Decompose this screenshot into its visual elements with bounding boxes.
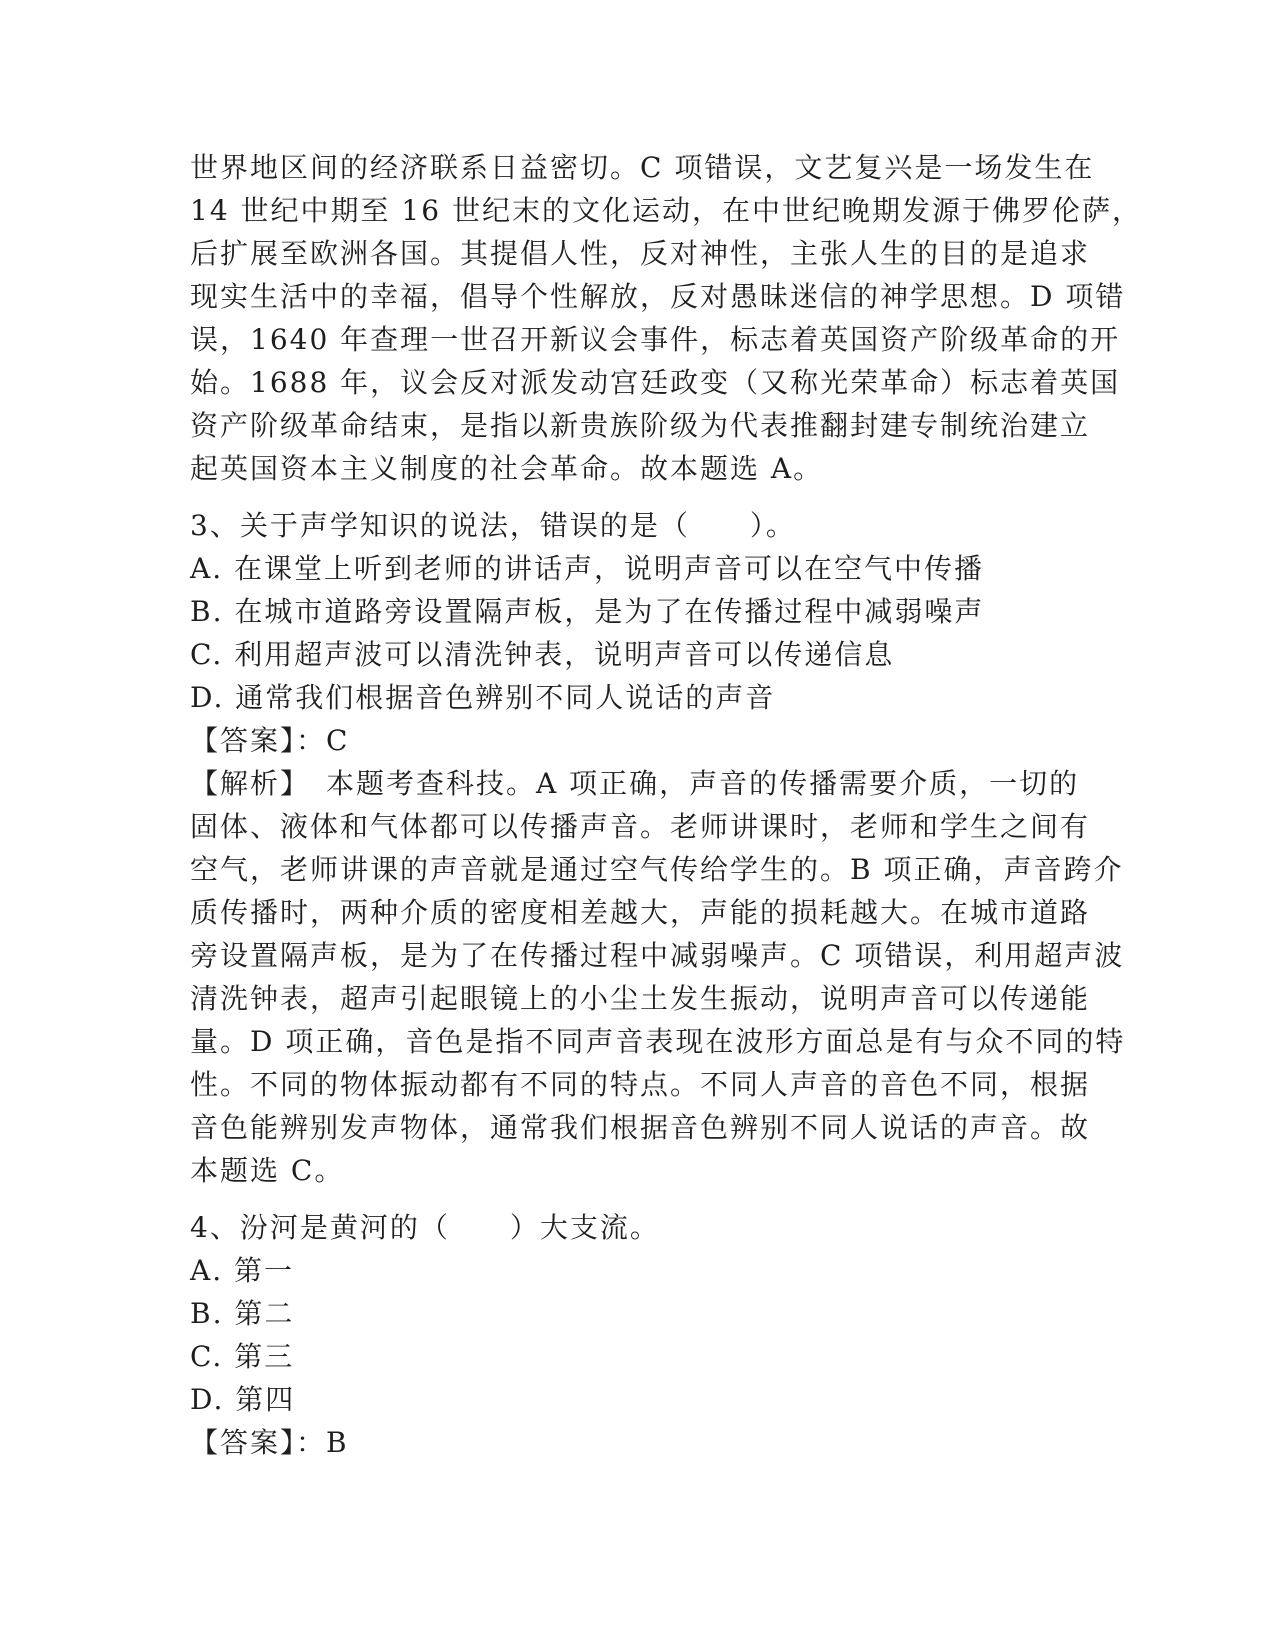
analysis-line: 固体、液体和气体都可以传播声音。老师讲课时，老师和学生之间有 xyxy=(190,810,1091,843)
document-page xyxy=(190,146,1142,1464)
spacer xyxy=(190,490,1090,504)
analysis-line: 本题选 C。 xyxy=(190,1154,345,1187)
option-c: C. 第三 xyxy=(190,1340,295,1373)
previous-explanation xyxy=(190,146,1142,490)
question-4 xyxy=(190,1206,1090,1464)
question-text: 3、关于声学知识的说法，错误的是（ ）。 xyxy=(190,509,796,542)
analysis-line: 清洗钟表，超声引起眼镜上的小尘土发生振动，说明声音可以传递能 xyxy=(190,982,1091,1015)
question-text: 4、汾河是黄河的（ ）大支流。 xyxy=(190,1211,660,1244)
option-d: D. 第四 xyxy=(190,1383,296,1416)
text-line: 误，1640 年查理一世召开新议会事件，标志着英国资产阶级革命的开 xyxy=(190,323,1121,356)
text-line: 后扩展至欧洲各国。其提倡人性，反对神性，主张人生的目的是追求 xyxy=(190,237,1091,270)
option-c: C. 利用超声波可以清洗钟表，说明声音可以传递信息 xyxy=(190,638,895,671)
option-a: A. 在课堂上听到老师的讲话声，说明声音可以在空气中传播 xyxy=(190,552,985,585)
option-b: B. 第二 xyxy=(190,1297,295,1330)
question-3 xyxy=(190,504,1126,1192)
text-line: 14 世纪中期至 16 世纪末的文化运动，在中世纪晚期发源于佛罗伦萨， xyxy=(190,194,1142,227)
text-line: 世界地区间的经济联系日益密切。C 项错误，文艺复兴是一场发生在 xyxy=(190,151,1095,184)
analysis-line: 空气，老师讲课的声音就是通过空气传给学生的。B 项正确，声音跨介 xyxy=(190,853,1124,886)
analysis-line: 质传播时，两种介质的密度相差越大，声能的损耗越大。在城市道路 xyxy=(190,896,1091,929)
analysis-line: 性。不同的物体振动都有不同的特点。不同人声音的音色不同，根据 xyxy=(190,1068,1091,1101)
spacer xyxy=(190,1192,1090,1206)
text-line: 资产阶级革命结束，是指以新贵族阶级为代表推翻封建专制统治建立 xyxy=(190,409,1091,442)
text-line: 始。1688 年，议会反对派发动宫廷政变（又称光荣革命）标志着英国 xyxy=(190,366,1121,399)
text-line: 现实生活中的幸福，倡导个性解放，反对愚昧迷信的神学思想。D 项错 xyxy=(190,280,1126,313)
analysis-line: 【解析】 本题考查科技。A 项正确，声音的传播需要介质，一切的 xyxy=(190,767,1080,800)
option-a: A. 第一 xyxy=(190,1254,295,1287)
answer-line: 【答案】：C xyxy=(190,724,350,757)
analysis-line: 音色能辨别发声物体，通常我们根据音色辨别不同人说话的声音。故 xyxy=(190,1111,1091,1144)
text-line: 起英国资本主义制度的社会革命。故本题选 A。 xyxy=(190,452,824,485)
option-b: B. 在城市道路旁设置隔声板，是为了在传播过程中减弱噪声 xyxy=(190,595,985,628)
analysis-line: 旁设置隔声板，是为了在传播过程中减弱噪声。C 项错误，利用超声波 xyxy=(190,939,1125,972)
analysis-line: 量。D 项正确，音色是指不同声音表现在波形方面总是有与众不同的特 xyxy=(190,1025,1126,1058)
answer-line: 【答案】：B xyxy=(190,1426,349,1459)
option-d: D. 通常我们根据音色辨别不同人说话的声音 xyxy=(190,681,776,714)
